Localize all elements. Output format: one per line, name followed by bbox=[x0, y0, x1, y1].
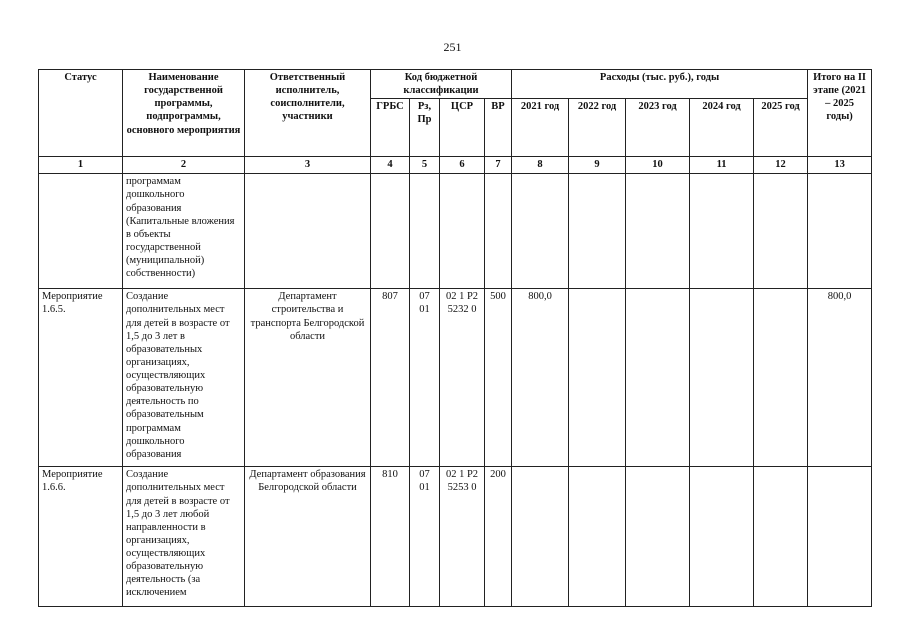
row-2023 bbox=[626, 174, 690, 289]
header-expenses: Расходы (тыс. руб.), годы bbox=[512, 70, 808, 99]
row-2022 bbox=[569, 467, 626, 607]
row-2021: 800,0 bbox=[512, 289, 569, 467]
column-number: 2 bbox=[123, 157, 245, 174]
column-number: 5 bbox=[410, 157, 440, 174]
column-number: 9 bbox=[569, 157, 626, 174]
budget-table bbox=[38, 69, 872, 607]
column-number: 13 bbox=[808, 157, 872, 174]
column-number-row bbox=[39, 157, 872, 174]
row-status: Мероприятие 1.6.5. bbox=[39, 289, 123, 467]
row-2023 bbox=[626, 289, 690, 467]
row-vr bbox=[485, 174, 512, 289]
row-rzpr bbox=[410, 174, 440, 289]
table-row bbox=[39, 289, 872, 467]
row-csr: 02 1 Р2 5232 0 bbox=[440, 289, 485, 467]
header-rzpr: Рз, Пр bbox=[410, 99, 440, 157]
table-row bbox=[39, 174, 872, 289]
header-year-2022: 2022 год bbox=[569, 99, 626, 157]
header-budget-code: Код бюджетной классификации bbox=[371, 70, 512, 99]
row-csr bbox=[440, 174, 485, 289]
header-executor: Ответственный исполнитель, соисполнители, участники bbox=[245, 70, 371, 157]
row-name: программам дошкольного образования (Капитальные вложения в объекты государственной (муниципальной) собственности) bbox=[123, 174, 245, 289]
header-csr: ЦСР bbox=[440, 99, 485, 157]
row-vr: 500 bbox=[485, 289, 512, 467]
column-number: 4 bbox=[371, 157, 410, 174]
row-2021 bbox=[512, 467, 569, 607]
header-vr: ВР bbox=[485, 99, 512, 157]
row-2024 bbox=[690, 467, 754, 607]
table-row bbox=[39, 467, 872, 607]
row-rzpr: 07 01 bbox=[410, 467, 440, 607]
header-year-2023: 2023 год bbox=[626, 99, 690, 157]
row-2022 bbox=[569, 289, 626, 467]
row-grbs: 807 bbox=[371, 289, 410, 467]
column-number: 7 bbox=[485, 157, 512, 174]
row-name: Создание дополнительных мест для детей в возрасте от 1,5 до 3 лет любой направленности в организациях, осуществляющих образовательную деятельность (за исключением bbox=[123, 467, 245, 607]
row-2023 bbox=[626, 467, 690, 607]
row-2024 bbox=[690, 174, 754, 289]
row-2025 bbox=[754, 174, 808, 289]
row-vr: 200 bbox=[485, 467, 512, 607]
header-year-2025: 2025 год bbox=[754, 99, 808, 157]
column-number: 8 bbox=[512, 157, 569, 174]
row-name: Создание дополнительных мест для детей в возрасте от 1,5 до 3 лет в образовательных организациях, осуществляющих образовательную деятельность по образовательным программам дошкольного образования bbox=[123, 289, 245, 467]
row-2024 bbox=[690, 289, 754, 467]
row-rzpr: 07 01 bbox=[410, 289, 440, 467]
row-total bbox=[808, 174, 872, 289]
header-year-2021: 2021 год bbox=[512, 99, 569, 157]
row-executor: Департамент образования Белгородской области bbox=[245, 467, 371, 607]
row-status bbox=[39, 174, 123, 289]
column-number: 3 bbox=[245, 157, 371, 174]
header-total: Итого на II этапе (2021 – 2025 годы) bbox=[808, 70, 872, 157]
row-csr: 02 1 Р2 5253 0 bbox=[440, 467, 485, 607]
row-2022 bbox=[569, 174, 626, 289]
row-total: 800,0 bbox=[808, 289, 872, 467]
row-2025 bbox=[754, 467, 808, 607]
row-executor bbox=[245, 174, 371, 289]
header-year-2024: 2024 год bbox=[690, 99, 754, 157]
header-status: Статус bbox=[39, 70, 123, 157]
row-grbs bbox=[371, 174, 410, 289]
row-2021 bbox=[512, 174, 569, 289]
header-row-1 bbox=[39, 70, 872, 99]
column-number: 6 bbox=[440, 157, 485, 174]
page-number: 251 bbox=[443, 40, 462, 54]
header-grbs: ГРБС bbox=[371, 99, 410, 157]
row-total bbox=[808, 467, 872, 607]
row-2025 bbox=[754, 289, 808, 467]
column-number: 1 bbox=[39, 157, 123, 174]
column-number: 12 bbox=[754, 157, 808, 174]
row-executor: Департамент строительства и транспорта Белгородской области bbox=[245, 289, 371, 467]
column-number: 10 bbox=[626, 157, 690, 174]
row-status: Мероприятие 1.6.6. bbox=[39, 467, 123, 607]
row-grbs: 810 bbox=[371, 467, 410, 607]
header-name: Наименование государственной программы, подпрограммы, основного мероприятия bbox=[123, 70, 245, 157]
column-number: 11 bbox=[690, 157, 754, 174]
